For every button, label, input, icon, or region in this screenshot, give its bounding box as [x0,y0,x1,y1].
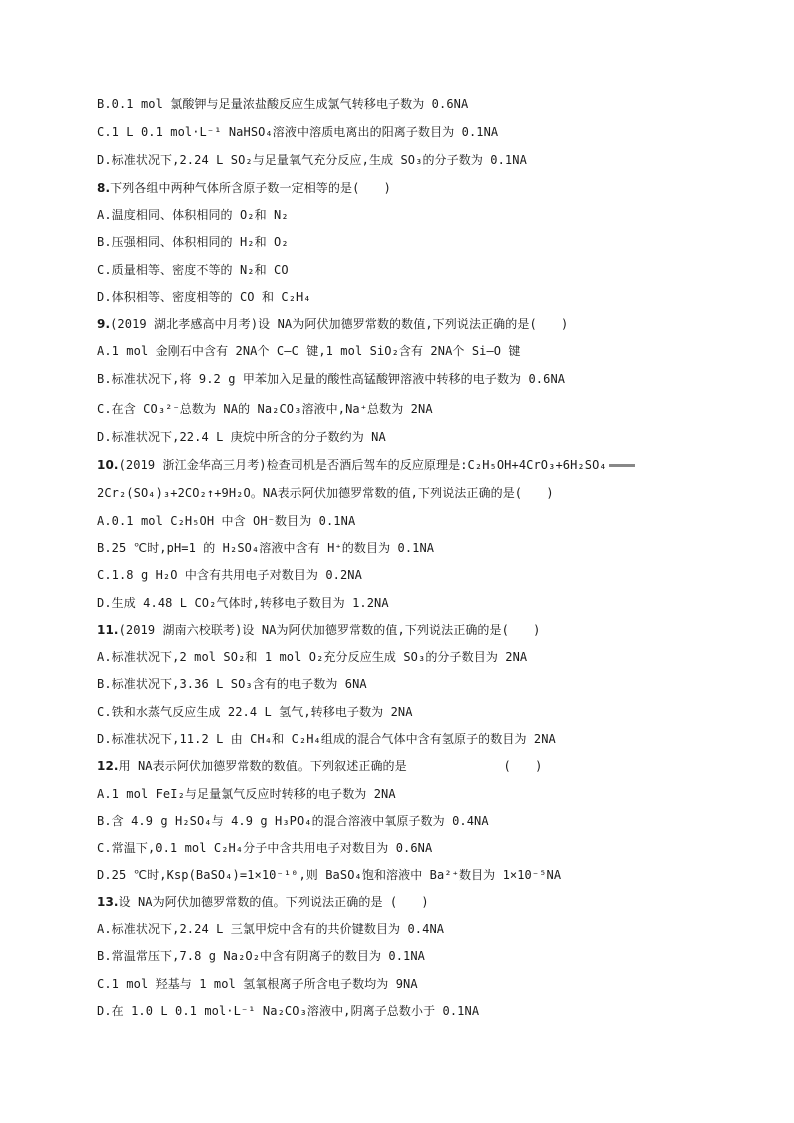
option-line: B.标准状况下,将 9.2 g 甲苯加入足量的酸性高锰酸钾溶液中转移的电子数为 0.6NA [97,372,566,386]
question-stem-continued: 2Cr₂(SO₄)₃+2CO₂↑+9H₂O。NA表示阿伏加德罗常数的值,下列说法正确的是( ) [97,486,554,500]
question-number: 9. [97,317,111,331]
option-line: C.质量相等、密度不等的 N₂和 CO [97,263,289,277]
option-line: B.含 4.9 g H₂SO₄与 4.9 g H₃PO₄的混合溶液中氧原子数为 0.4NA [97,814,489,828]
question-stem: 11.(2019 湖南六校联考)设 NA为阿伏加德罗常数的值,下列说法正确的是( ) [97,623,541,637]
option-line: C.1 L 0.1 mol·L⁻¹ NaHSO₄溶液中溶质电离出的阳离子数目为 0.1NA [97,125,499,139]
option-line: B.标准状况下,3.36 L SO₃含有的电子数为 6NA [97,677,367,691]
option-line: A.标准状况下,2 mol SO₂和 1 mol O₂充分反应生成 SO₃的分子数目为 2NA [97,650,528,664]
option-line: B.25 ℃时,pH=1 的 H₂SO₄溶液中含有 H⁺的数目为 0.1NA [97,541,435,555]
option-line: D.在 1.0 L 0.1 mol·L⁻¹ Na₂CO₃溶液中,阴离子总数小于 0.1NA [97,1004,480,1018]
option-line: A.1 mol FeI₂与足量氯气反应时转移的电子数为 2NA [97,787,396,801]
option-line: D.体积相等、密度相等的 CO 和 C₂H₄ [97,290,311,304]
option-line: A.标准状况下,2.24 L 三氯甲烷中含有的共价键数目为 0.4NA [97,922,445,936]
question-stem: 8.下列各组中两种气体所含原子数一定相等的是( ) [97,181,391,195]
option-line: B.0.1 mol 氯酸钾与足量浓盐酸反应生成氯气转移电子数为 0.6NA [97,97,469,111]
question-stem: 12.用 NA表示阿伏加德罗常数的数值。下列叙述正确的是 ( ) [97,759,543,773]
question-number: 8. [97,181,111,195]
reaction-arrow [609,464,635,467]
option-line: A.1 mol 金刚石中含有 2NA个 C—C 键,1 mol SiO₂含有 2NA个 Si—O 键 [97,344,521,358]
question-stem: 13.设 NA为阿伏加德罗常数的值。下列说法正确的是 ( ) [97,895,429,909]
option-line: C.1.8 g H₂O 中含有共用电子对数目为 0.2NA [97,568,362,582]
question-stem: 9.(2019 湖北孝感高中月考)设 NA为阿伏加德罗常数的数值,下列说法正确的是( ) [97,317,569,331]
option-line: A.0.1 mol C₂H₅OH 中含 OH⁻数目为 0.1NA [97,514,356,528]
option-line: D.生成 4.48 L CO₂气体时,转移电子数目为 1.2NA [97,596,389,610]
question-stem: 10.(2019 浙江金华高三月考)检查司机是否酒后驾车的反应原理是:C₂H₅OH+4CrO₃+6H₂SO₄ [97,457,635,473]
question-number: 11. [97,623,119,637]
option-line: B.压强相同、体积相同的 H₂和 O₂ [97,235,289,249]
option-line: A.温度相同、体积相同的 O₂和 N₂ [97,208,289,222]
question-number: 10. [97,458,119,472]
question-number: 12. [97,759,119,773]
option-line: D.标准状况下,2.24 L SO₂与足量氧气充分反应,生成 SO₃的分子数为 0.1NA [97,153,527,167]
option-line: C.在含 CO₃²⁻总数为 NA的 Na₂CO₃溶液中,Na⁺总数为 2NA [97,402,433,416]
question-number: 13. [97,895,119,909]
option-line: D.标准状况下,11.2 L 由 CH₄和 C₂H₄组成的混合气体中含有氢原子的数目为 2NA [97,732,556,746]
option-line: C.1 mol 羟基与 1 mol 氢氧根离子所含电子数均为 9NA [97,977,418,991]
option-line: D.标准状况下,22.4 L 庚烷中所含的分子数约为 NA [97,430,386,444]
option-line: C.铁和水蒸气反应生成 22.4 L 氢气,转移电子数为 2NA [97,705,413,719]
option-line: C.常温下,0.1 mol C₂H₄分子中含共用电子对数目为 0.6NA [97,841,433,855]
option-line: D.25 ℃时,Ksp(BaSO₄)=1×10⁻¹⁰,则 BaSO₄饱和溶液中 Ba²⁺数目为 1×10⁻⁵NA [97,868,562,882]
option-line: B.常温常压下,7.8 g Na₂O₂中含有阴离子的数目为 0.1NA [97,949,425,963]
